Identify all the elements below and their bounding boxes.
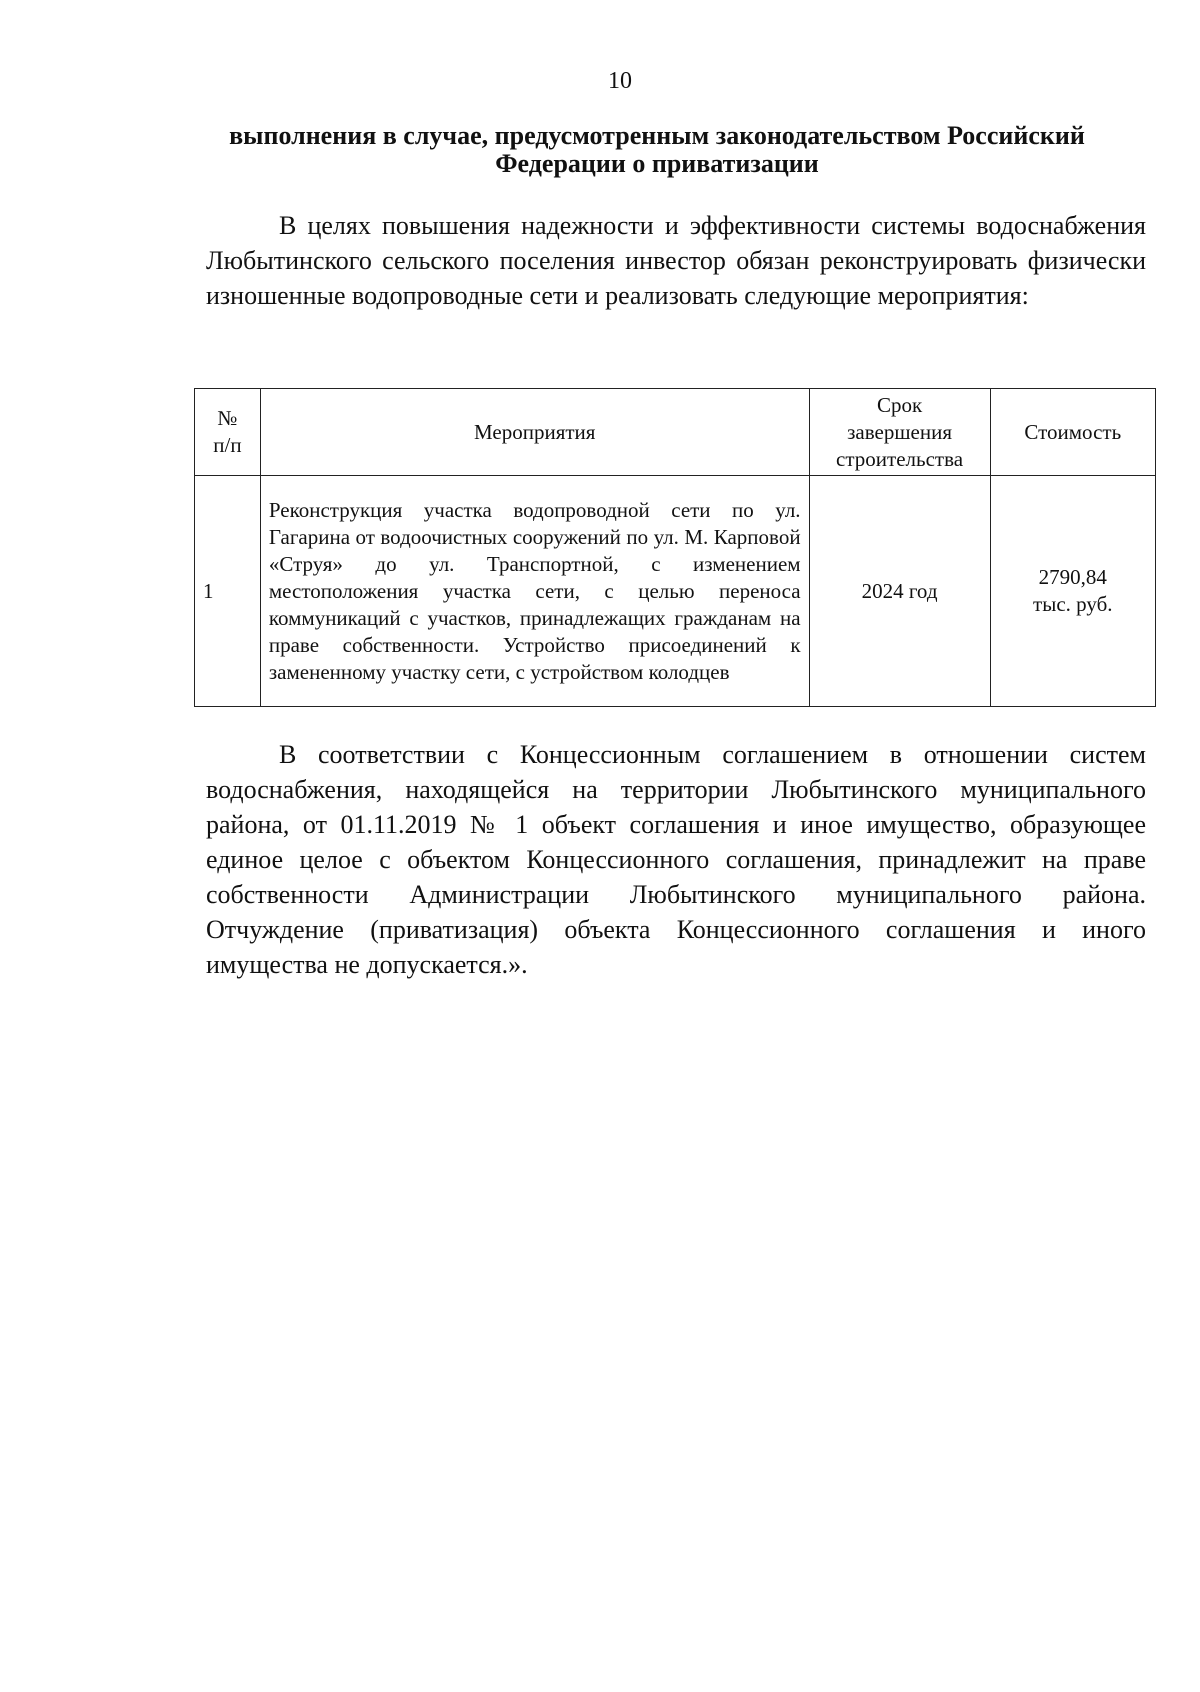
measures-table	[194, 388, 1156, 707]
row-activity: Реконструкция участка водопроводной сети по ул. Гагарина от водоочистных сооружений по ул. М. Карповой «Струя» до ул. Транспортной, с изменением местоположения участка сети, с целью переноса коммуникаций с участков, принадлежащих гражданам на праве собственности. Устройство присоединений к замененному участку сети, с устройством колодцев	[260, 476, 809, 707]
table-row	[195, 476, 1156, 707]
page-number: 10	[608, 68, 632, 94]
header-number: № п/п	[195, 389, 261, 476]
table-header-row	[195, 389, 1156, 476]
header-term: Срок завершения строительства	[809, 389, 990, 476]
header-activity: Мероприятия	[260, 389, 809, 476]
concession-paragraph: В соответствии с Концессионным соглашением в отношении систем водоснабжения, находящейся на территории Любытинского муниципального района, от 01.11.2019 № 1 объект соглашения и иное имущество, образующее единое целое с объектом Концессионного соглашения, принадлежит на праве собственности Администрации Любытинского муниципального района. Отчуждение (приватизация) объекта Концессионного соглашения и иного имущества не допускается.».	[206, 740, 1146, 979]
row-cost: 2790,84 тыс. руб.	[990, 476, 1155, 707]
header-cost: Стоимость	[990, 389, 1155, 476]
intro-paragraph: В целях повышения надежности и эффективности системы водоснабжения Любытинского сельского поселения инвестор обязан реконструировать физически изношенные водопроводные сети и реализовать следующие мероприятия:	[206, 211, 1146, 310]
row-number: 1	[195, 476, 261, 707]
section-heading: выполнения в случае, предусмотренным законодательством Российский Федерации о приватизации	[229, 121, 1085, 178]
row-term: 2024 год	[809, 476, 990, 707]
